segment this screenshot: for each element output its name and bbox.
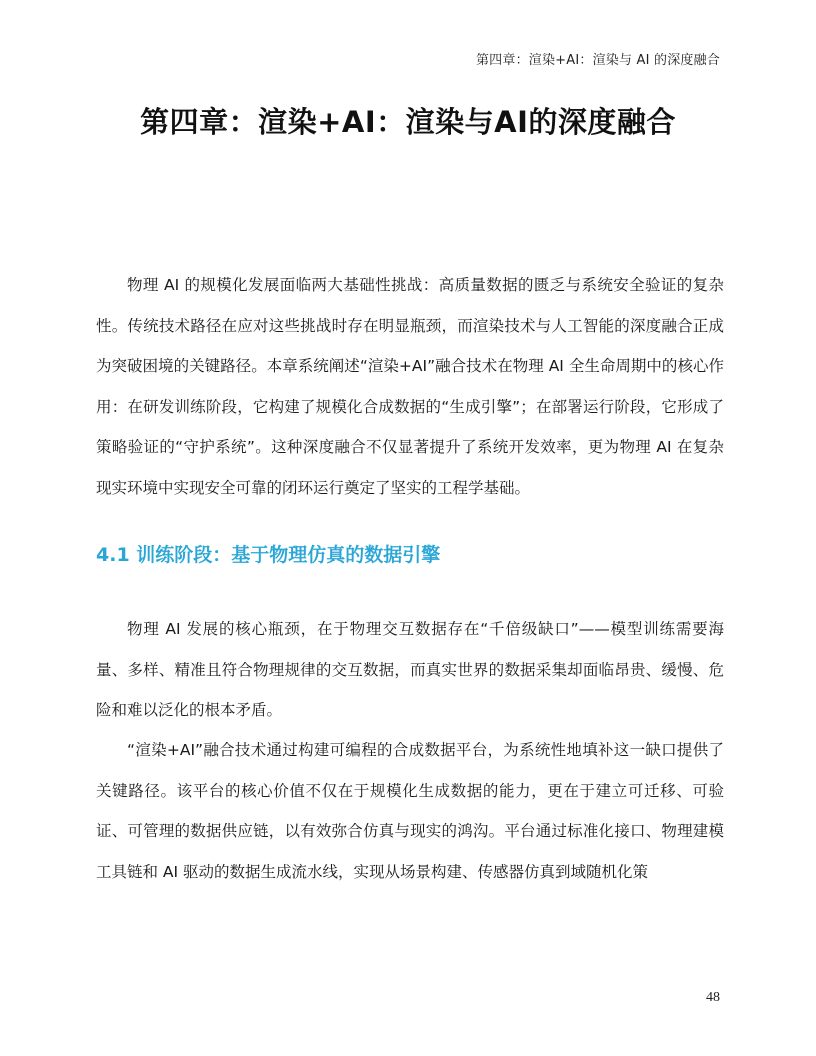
running-header: 第四章：渲染+AI：渲染与 AI 的深度融合	[475, 53, 720, 68]
section-paragraph: 物理 AI 发展的核心瓶颈，在于物理交互数据存在“千倍级缺口”——模型训练需要海量、多样、精准且符合物理规律的交互数据，而真实世界的数据采集却面临昂贵、缓慢、危险和难以泛化的根本矛盾。	[96, 620, 724, 719]
section-paragraph: “渲染+AI”融合技术通过构建可编程的合成数据平台，为系统性地填补这一缺口提供了关键路径。该平台的核心价值不仅在于规模化生成数据的能力，更在于建立可迁移、可验证、可管理的数据供应链，以有效弥合仿真与现实的鸿沟。平台通过标准化接口、物理建模工具链和 AI 驱动的数据生成流水线，实现从场景构建、传感器仿真到域随机化策	[96, 741, 724, 881]
intro-paragraph: 物理 AI 的规模化发展面临两大基础性挑战：高质量数据的匮乏与系统安全验证的复杂性。传统技术路径在应对这些挑战时存在明显瓶颈，而渲染技术与人工智能的深度融合正成为突破困境的关键路径。本章系统阐述“渲染+AI”融合技术在物理 AI 全生命周期中的核心作用：在研发训练阶段，它构建了规模化合成数据的“生成引擎”；在部署运行阶段，它形成了策略验证的“守护系统”。这种深度融合不仅显著提升了系统开发效率，更为物理 AI 在复杂现实环境中实现安全可靠的闭环运行奠定了坚实的工程学基础。	[96, 276, 724, 497]
chapter-title: 第四章：渲染+AI：渲染与AI的深度融合	[140, 105, 676, 139]
page-number: 48	[706, 990, 720, 1005]
section-heading: 4.1 训练阶段：基于物理仿真的数据引擎	[96, 544, 441, 566]
